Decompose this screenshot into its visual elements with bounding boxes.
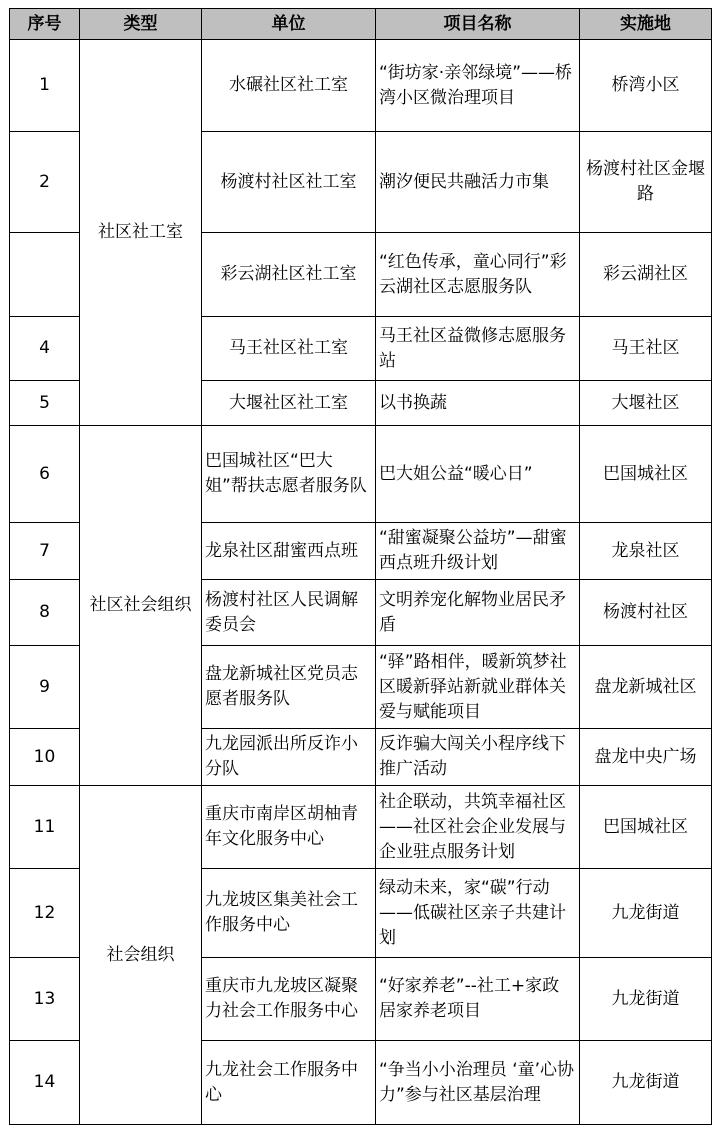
- project-cell: “红色传承，童心同行”彩云湖社区志愿服务队: [376, 233, 580, 317]
- unit-cell: 龙泉社区甜蜜西点班: [202, 523, 376, 580]
- project-cell: “街坊家·亲邻绿境”——桥湾小区微治理项目: [376, 40, 580, 132]
- unit-cell: 水碾社区社工室: [202, 40, 376, 132]
- header-project: 项目名称: [376, 9, 580, 40]
- place-cell: 盘龙新城社区: [580, 646, 712, 729]
- header-row: [10, 9, 712, 40]
- project-cell: “争当小小治理员 ‘童’心协力”参与社区基层治理: [376, 1041, 580, 1125]
- project-table: [9, 8, 712, 1125]
- row-no: 9: [10, 646, 80, 729]
- place-cell: 盘龙中央广场: [580, 729, 712, 786]
- project-cell: “好家养老”--社工+家政居家养老项目: [376, 958, 580, 1041]
- project-cell: “甜蜜凝聚公益坊”—甜蜜西点班升级计划: [376, 523, 580, 580]
- place-cell: 巴国城社区: [580, 786, 712, 869]
- type-cell: 社区社工室: [80, 40, 202, 426]
- row-no: 13: [10, 958, 80, 1041]
- row-no: 12: [10, 869, 80, 958]
- place-cell: 九龙街道: [580, 1041, 712, 1125]
- table-row: [10, 426, 712, 523]
- place-cell: 杨渡村社区: [580, 580, 712, 646]
- unit-cell: 九龙坡区集美社会工作服务中心: [202, 869, 376, 958]
- row-no: 1: [10, 40, 80, 132]
- unit-cell: 杨渡村社区人民调解委员会: [202, 580, 376, 646]
- row-no: 6: [10, 426, 80, 523]
- place-cell: 大堰社区: [580, 381, 712, 426]
- header-no: 序号: [10, 9, 80, 40]
- place-cell: 杨渡村社区金堰路: [580, 132, 712, 233]
- header-type: 类型: [80, 9, 202, 40]
- row-no: [10, 233, 80, 317]
- unit-cell: 大堰社区社工室: [202, 381, 376, 426]
- place-cell: 九龙街道: [580, 958, 712, 1041]
- project-cell: 潮汐便民共融活力市集: [376, 132, 580, 233]
- type-cell: 社会组织: [80, 786, 202, 1125]
- unit-cell: 九龙园派出所反诈小分队: [202, 729, 376, 786]
- project-cell: 马王社区益微修志愿服务站: [376, 317, 580, 381]
- place-cell: 马王社区: [580, 317, 712, 381]
- row-no: 11: [10, 786, 80, 869]
- unit-cell: 彩云湖社区社工室: [202, 233, 376, 317]
- project-cell: 社企联动，共筑幸福社区——社区社会企业发展与企业驻点服务计划: [376, 786, 580, 869]
- row-no: 2: [10, 132, 80, 233]
- type-cell: 社区社会组织: [80, 426, 202, 786]
- project-cell: “驿”路相伴，暖新筑梦社区暖新驿站新就业群体关爱与赋能项目: [376, 646, 580, 729]
- table-row: [10, 40, 712, 132]
- unit-cell: 巴国城社区“巴大姐”帮扶志愿者服务队: [202, 426, 376, 523]
- unit-cell: 重庆市南岸区胡柚青年文化服务中心: [202, 786, 376, 869]
- project-cell: 文明养宠化解物业居民矛盾: [376, 580, 580, 646]
- row-no: 10: [10, 729, 80, 786]
- place-cell: 巴国城社区: [580, 426, 712, 523]
- unit-cell: 九龙社会工作服务中心: [202, 1041, 376, 1125]
- project-cell: 绿动未来，家“碳”行动——低碳社区亲子共建计划: [376, 869, 580, 958]
- row-no: 8: [10, 580, 80, 646]
- unit-cell: 重庆市九龙坡区凝聚力社会工作服务中心: [202, 958, 376, 1041]
- unit-cell: 马王社区社工室: [202, 317, 376, 381]
- place-cell: 桥湾小区: [580, 40, 712, 132]
- row-no: 14: [10, 1041, 80, 1125]
- table-row: [10, 786, 712, 869]
- row-no: 5: [10, 381, 80, 426]
- row-no: 4: [10, 317, 80, 381]
- header-unit: 单位: [202, 9, 376, 40]
- place-cell: 彩云湖社区: [580, 233, 712, 317]
- project-cell: 巴大姐公益“暖心日”: [376, 426, 580, 523]
- project-cell: 反诈骗大闯关小程序线下推广活动: [376, 729, 580, 786]
- project-cell: 以书换蔬: [376, 381, 580, 426]
- unit-cell: 盘龙新城社区党员志愿者服务队: [202, 646, 376, 729]
- unit-cell: 杨渡村社区社工室: [202, 132, 376, 233]
- place-cell: 九龙街道: [580, 869, 712, 958]
- place-cell: 龙泉社区: [580, 523, 712, 580]
- row-no: 7: [10, 523, 80, 580]
- header-place: 实施地: [580, 9, 712, 40]
